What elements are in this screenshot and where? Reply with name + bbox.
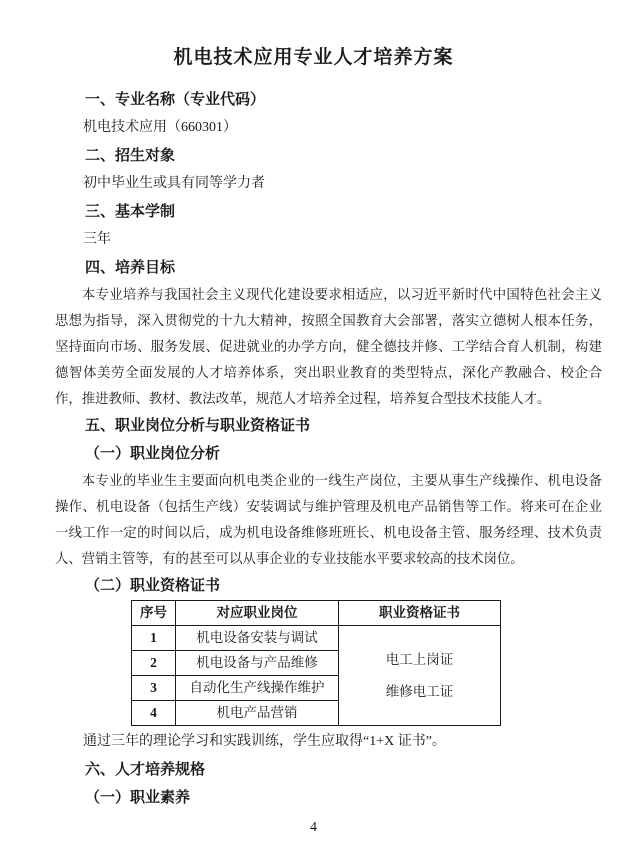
job-analysis-paragraph: 本专业的毕业生主要面向机电类企业的一线生产岗位，主要从事生产线操作、机电设备操作、机电设备（包括生产线）安装调试与维护管理及机电产品销售等工作。将来可在企业一线工作一定的时间以后，成为机电设备维修班班长、机电设备主管、服务经理、技术负责人、营销主管等，有的甚至可以从事企业的专业技能水平要求较高的技术岗位。 — [55, 473, 602, 566]
heading-section-1: 一、专业名称（专业代码） — [85, 91, 266, 108]
heading-section-5: 五、职业岗位分析与职业资格证书 — [85, 417, 311, 434]
schooling-length-text: 三年 — [83, 232, 111, 247]
table-header-row — [132, 601, 501, 626]
heading-section-4: 四、培养目标 — [85, 259, 176, 276]
row-position: 机电设备安装与调试 — [176, 626, 339, 651]
table-header-certificate: 职业资格证书 — [339, 601, 501, 626]
page-title: 机电技术应用专业人才培养方案 — [173, 47, 454, 68]
certificate-line: 维修电工证 — [385, 683, 454, 699]
row-index: 1 — [132, 626, 176, 651]
table-header-position: 对应职业岗位 — [176, 601, 339, 626]
certificate-note-text: 通过三年的理论学习和实践训练，学生应取得“1+X 证书”。 — [83, 734, 446, 749]
enrollment-target-text: 初中毕业生或具有同等学力者 — [83, 176, 265, 191]
table-row — [132, 626, 501, 651]
row-position: 机电设备与产品维修 — [176, 651, 339, 676]
heading-section-5-1: （一）职业岗位分析 — [85, 445, 221, 462]
row-index: 2 — [132, 651, 176, 676]
certificate-line: 电工上岗证 — [385, 651, 454, 667]
row-position: 自动化生产线操作维护 — [176, 676, 339, 701]
page-number: 4 — [310, 820, 317, 835]
row-position: 机电产品营销 — [176, 701, 339, 726]
heading-section-3: 三、基本学制 — [85, 203, 176, 220]
row-index: 4 — [132, 701, 176, 726]
heading-section-6-1: （一）职业素养 — [85, 789, 191, 806]
heading-section-2: 二、招生对象 — [85, 147, 176, 164]
table-header-index: 序号 — [132, 601, 176, 626]
major-name-text: 机电技术应用（660301） — [83, 120, 237, 135]
heading-section-6: 六、人才培养规格 — [85, 761, 206, 778]
heading-section-5-2: （二）职业资格证书 — [85, 577, 221, 594]
certificate-merged-cell — [339, 626, 501, 726]
certificate-table — [131, 600, 501, 726]
training-objective-paragraph: 本专业培养与我国社会主义现代化建设要求相适应，以习近平新时代中国特色社会主义思想为指导，深入贯彻党的十九大精神，按照全国教育大会部署，落实立德树人根本任务，坚持面向市场、服务发展、促进就业的办学方向，健全德技并修、工学结合育人机制，构建德智体美劳全面发展的人才培养体系，突出职业教育的类型特点，深化产教融合、校企合作，推进教师、教材、教法改革，规范人才培养全过程，培养复合型技术技能人才。 — [55, 287, 602, 406]
row-index: 3 — [132, 676, 176, 701]
